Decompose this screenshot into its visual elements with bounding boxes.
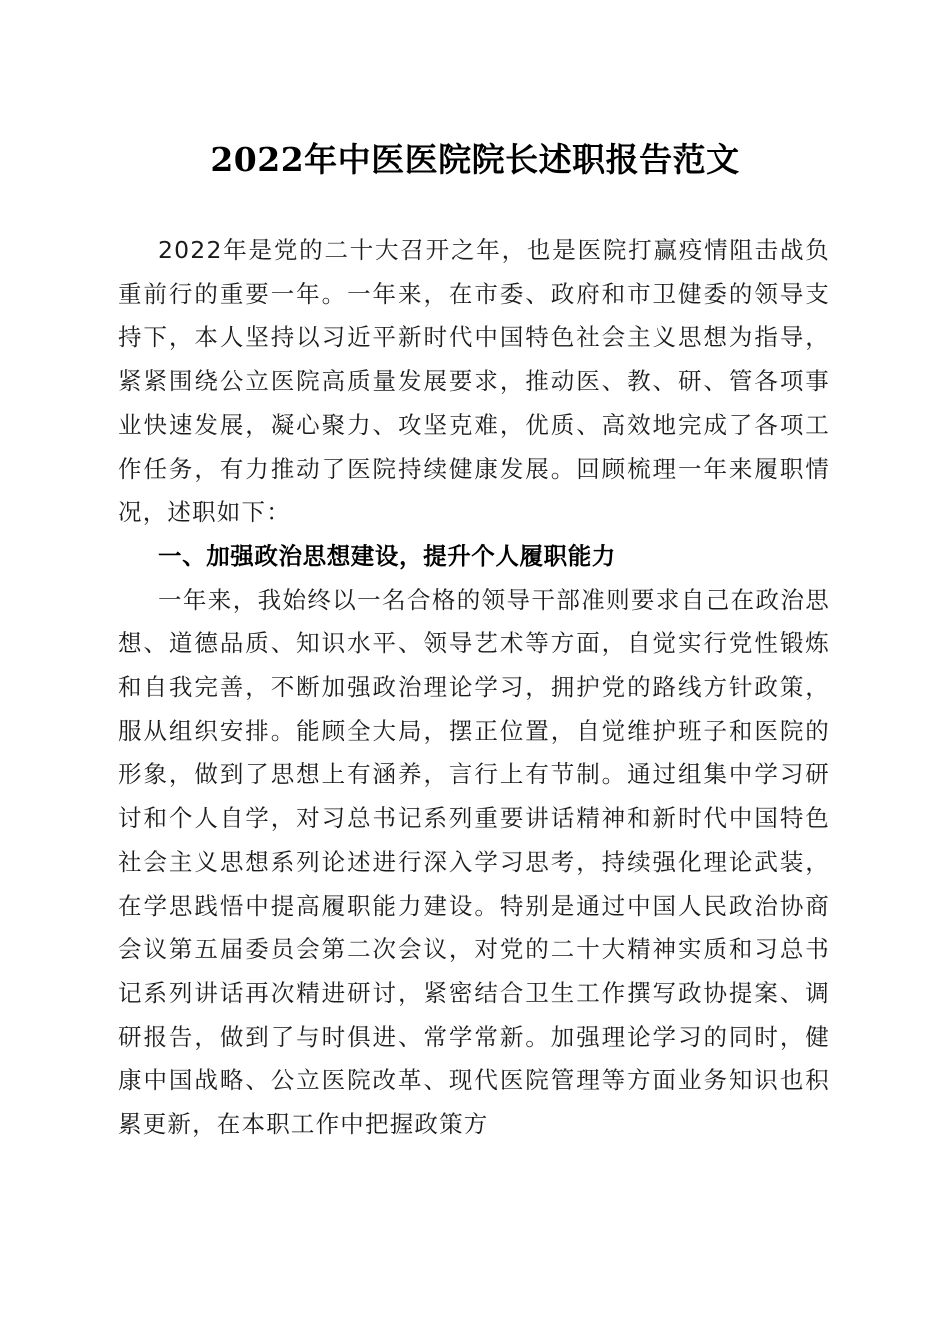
section-heading: 一、加强政治思想建设，提升个人履职能力: [158, 541, 616, 570]
document-title: 2022年中医医院院长述职报告范文: [210, 140, 740, 179]
intro-paragraph: 2022年是党的二十大召开之年，也是医院打赢疫情阻击战负重前行的重要一年。一年来，在市委、政府和市卫健委的领导支持下，本人坚持以习近平新时代中国特色社会主义思想为指导，紧紧围绕公立医院高质量发展要求，推动医、教、研、管各项事业快速发展，凝心聚力、攻坚克难，优质、高效地完成了各项工作任务，有力推动了医院持续健康发展。回顾梳理一年来履职情况，述职如下：: [118, 236, 830, 527]
section-paragraph: 一年来，我始终以一名合格的领导干部准则要求自己在政治思想、道德品质、知识水平、领导艺术等方面，自觉实行党性锻炼和自我完善，不断加强政治理论学习，拥护党的路线方针政策，服从组织安排。能顾全大局，摆正位置，自觉维护班子和医院的形象，做到了思想上有涵养，言行上有节制。通过组集中学习研讨和个人自学，对习总书记系列重要讲话精神和新时代中国特色社会主义思想系列论述进行深入学习思考，持续强化理论武装，在学思践悟中提高履职能力建设。特别是通过中国人民政治协商会议第五届委员会第二次会议，对党的二十大精神实质和习总书记系列讲话再次精进研讨，紧密结合卫生工作撰写政协提案、调研报告，做到了与时俱进、常学常新。加强理论学习的同时，健康中国战略、公立医院改革、现代医院管理等方面业务知识也积累更新，在本职工作中把握政策方: [118, 585, 830, 1139]
document-body: [118, 229, 830, 1147]
